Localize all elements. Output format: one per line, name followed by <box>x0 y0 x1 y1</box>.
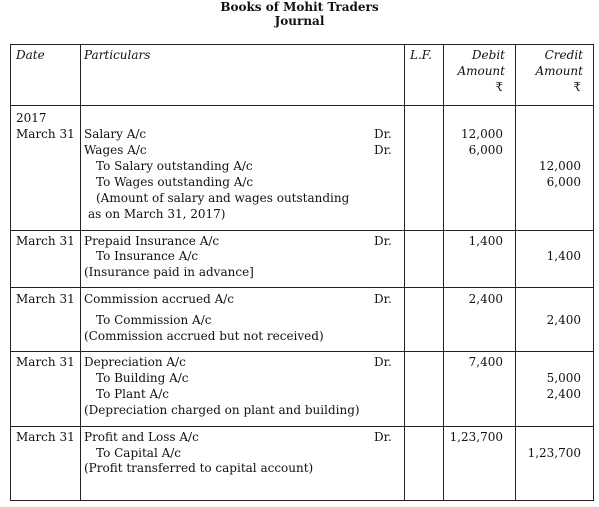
dr-marker: Dr. <box>374 234 392 248</box>
col-header-debit-sub: Amount <box>457 64 505 78</box>
narration: (Commission accrued but not received) <box>84 329 324 343</box>
entry-date: March 31 <box>16 292 75 306</box>
header-divider <box>10 105 594 106</box>
col-header-debit: Debit <box>471 48 505 62</box>
dr-marker: Dr. <box>374 143 392 157</box>
entry-divider <box>10 287 594 288</box>
debit-account: Profit and Loss A/c <box>84 430 199 444</box>
col-header-particulars: Particulars <box>84 48 151 62</box>
narration: as on March 31, 2017) <box>88 207 226 221</box>
dr-marker: Dr. <box>374 292 392 306</box>
credit-amount: 2,400 <box>546 387 581 401</box>
entry-divider <box>10 426 594 427</box>
journal-title: Journal <box>274 14 325 28</box>
credit-currency-symbol: ₹ <box>573 80 581 94</box>
debit-amount: 1,23,700 <box>449 430 503 444</box>
credit-amount: 5,000 <box>546 371 581 385</box>
entry-date: March 31 <box>16 127 75 141</box>
credit-account: To Salary outstanding A/c <box>96 159 253 173</box>
debit-account: Wages A/c <box>84 143 147 157</box>
debit-account: Depreciation A/c <box>84 355 186 369</box>
col-divider-debit <box>515 44 516 501</box>
entry-date: March 31 <box>16 430 75 444</box>
entry-date: March 31 <box>16 355 75 369</box>
credit-amount: 12,000 <box>539 159 581 173</box>
credit-amount: 1,400 <box>546 249 581 263</box>
debit-account: Prepaid Insurance A/c <box>84 234 220 248</box>
entry-year: 2017 <box>16 111 47 125</box>
debit-amount: 1,400 <box>468 234 503 248</box>
entry-divider <box>10 351 594 352</box>
entry-divider <box>10 230 594 231</box>
credit-account: To Wages outstanding A/c <box>96 175 254 189</box>
debit-amount: 12,000 <box>461 127 503 141</box>
credit-account: To Building A/c <box>96 371 189 385</box>
narration: (Profit transferred to capital account) <box>84 461 314 475</box>
col-header-lf: L.F. <box>410 48 433 62</box>
credit-amount: 1,23,700 <box>527 446 581 460</box>
debit-account: Salary A/c <box>84 127 147 141</box>
dr-marker: Dr. <box>374 355 392 369</box>
credit-account: To Commission A/c <box>96 313 212 327</box>
entry-date: March 31 <box>16 234 75 248</box>
credit-amount: 6,000 <box>546 175 581 189</box>
col-divider-date <box>80 44 81 501</box>
debit-currency-symbol: ₹ <box>495 80 503 94</box>
debit-amount: 6,000 <box>468 143 503 157</box>
narration: (Depreciation charged on plant and building) <box>84 403 360 417</box>
debit-amount: 2,400 <box>468 292 503 306</box>
col-header-credit-sub: Amount <box>535 64 583 78</box>
credit-amount: 2,400 <box>546 313 581 327</box>
book-title: Books of Mohit Traders <box>220 0 379 14</box>
col-divider-particulars <box>404 44 405 501</box>
narration: (Amount of salary and wages outstanding <box>96 191 350 205</box>
col-header-credit: Credit <box>544 48 583 62</box>
col-header-date: Date <box>16 48 45 62</box>
dr-marker: Dr. <box>374 127 392 141</box>
credit-account: To Plant A/c <box>96 387 169 401</box>
debit-amount: 7,400 <box>468 355 503 369</box>
narration: (Insurance paid in advance] <box>84 265 254 279</box>
credit-account: To Insurance A/c <box>96 249 199 263</box>
debit-account: Commission accrued A/c <box>84 292 235 306</box>
credit-account: To Capital A/c <box>96 446 182 460</box>
dr-marker: Dr. <box>374 430 392 444</box>
